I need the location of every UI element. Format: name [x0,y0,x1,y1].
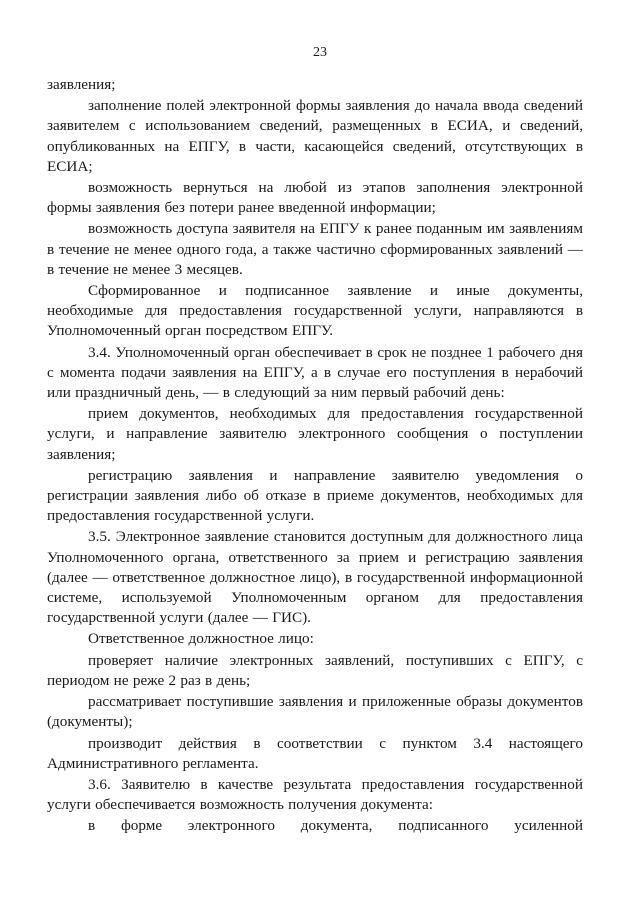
paragraph: заполнение полей электронной формы заявления до начала ввода сведений заявителем с использованием сведений, размещенных в ЕСИА, и сведений, опубликованных на ЕПГУ, в части, касающейся сведений, отсутствующих в ЕСИА; [47,97,583,175]
paragraph: прием документов, необходимых для предоставления государственной услуги, и направление заявителю электронного сообщения о поступлении заявления; [47,405,583,463]
paragraph: в форме электронного документа, подписанного усиленной [88,817,583,835]
paragraph: возможность доступа заявителя на ЕПГУ к ранее поданным им заявлениям в течение не менее одного года, а также частично сформированных заявлений — в течение не менее 3 месяцев. [47,220,583,278]
paragraph: 3.4. Уполномоченный орган обеспечивает в срок не позднее 1 рабочего дня с момента подачи заявления на ЕПГУ, а в случае его поступления в нерабочий или праздничный день, — в следующий за ним первый рабочий день: [47,343,583,402]
page-number: 23 [313,45,327,60]
paragraph: заявления; [47,76,116,93]
paragraph: рассматривает поступившие заявления и приложенные образы документов (документы); [47,693,583,731]
paragraph: производит действия в соответствии с пунктом 3.4 настоящего Административного регламента. [47,734,583,772]
paragraph: проверяет наличие электронных заявлений, поступивших с ЕПГУ, с периодом не реже 2 раз в день; [47,651,583,689]
document-body [47,75,583,837]
paragraph: Сформированное и подписанное заявление и иные документы, необходимые для предоставления государственной услуги, направляются в Уполномоченный орган посредством ЕПГУ. [47,282,583,340]
paragraph: регистрацию заявления и направление заявителю уведомления о регистрации заявления либо об отказе в приеме документов, необходимых для предоставления государственной услуги. [47,466,583,525]
paragraph: 3.5. Электронное заявление становится доступным для должностного лица Уполномоченного органа, ответственного за прием и регистрацию заявления (далее — ответственное должностное лицо), в государственной информационной системе, используемой Уполномоченным органом для предоставления государственной услуги (далее — ГИС). [47,528,583,627]
paragraph: возможность вернуться на любой из этапов заполнения электронной формы заявления без потери ранее введенной информации; [47,179,583,217]
paragraph: 3.6. Заявителю в качестве результата предоставления государственной услуги обеспечивается возможность получения документа: [47,775,583,814]
paragraph: Ответственное должностное лицо: [88,630,314,648]
